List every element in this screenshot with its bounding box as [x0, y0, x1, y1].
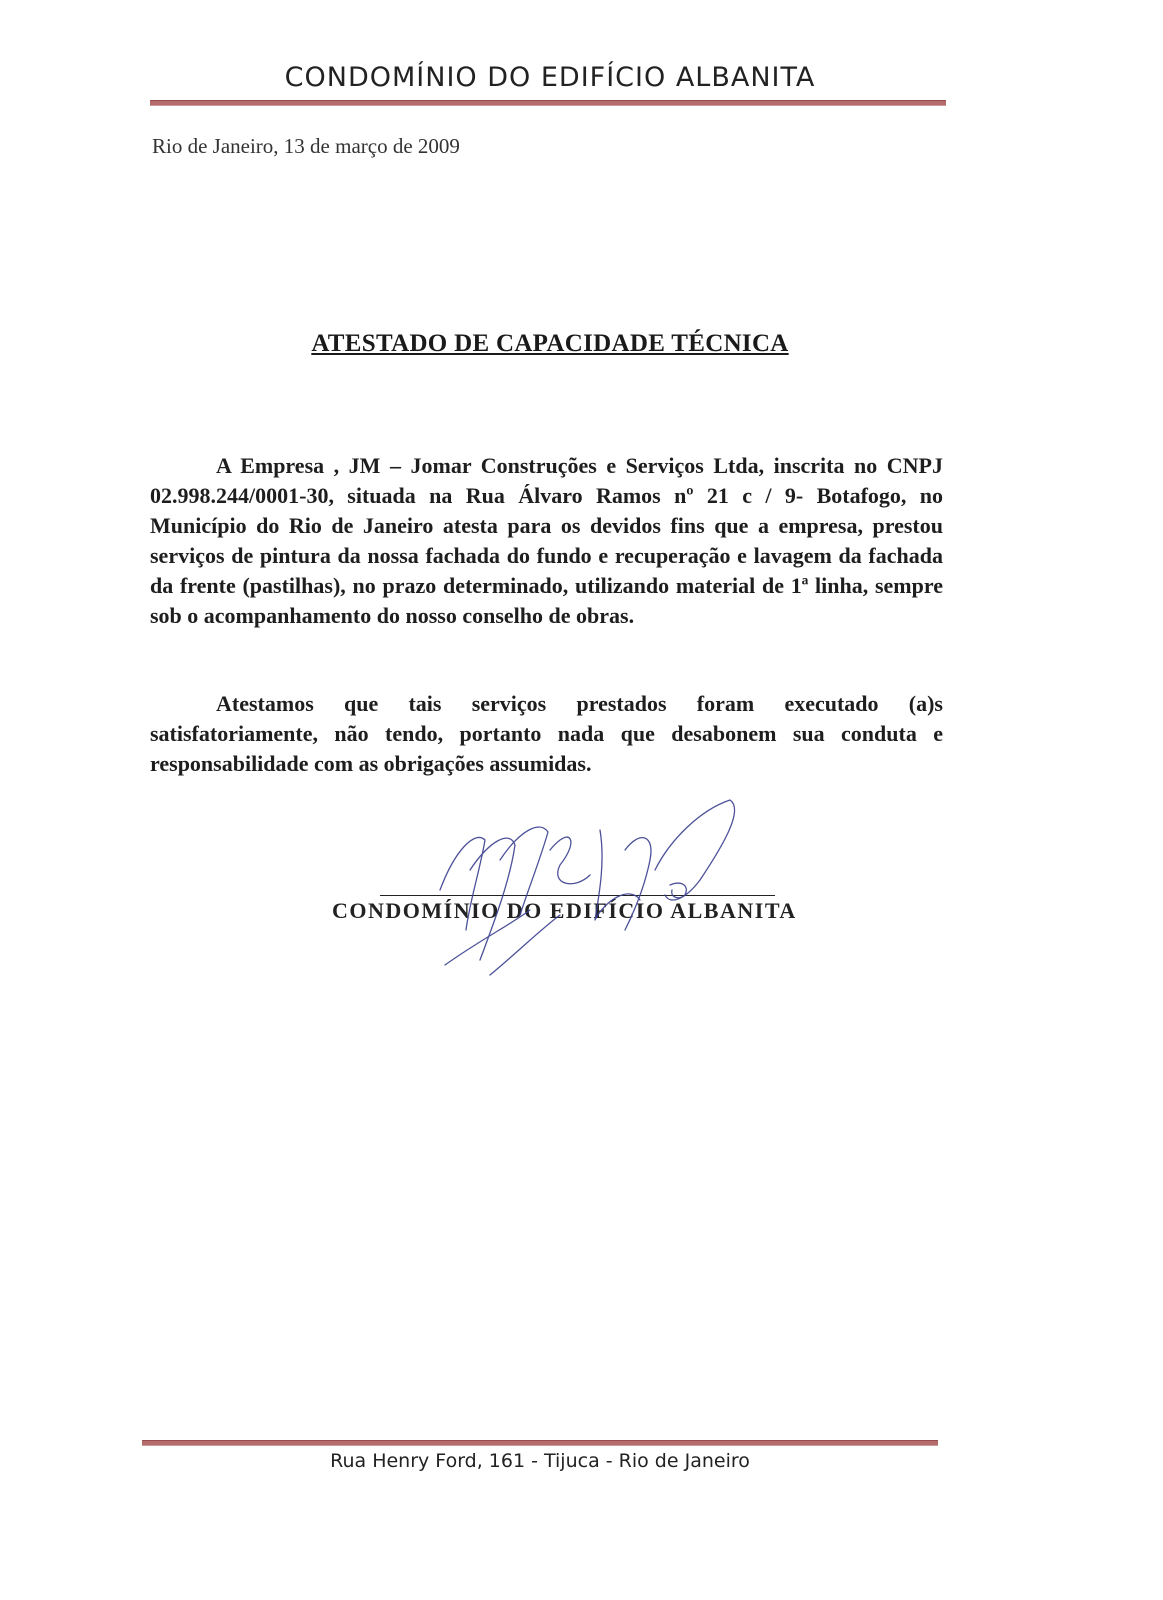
body-paragraph-2: Atestamos que tais serviços prestados foram executado (a)s satisfatoriamente, não tendo, portanto nada que desabonem sua conduta e responsabilidade com as obrigações assumidas. — [150, 691, 943, 776]
body-paragraph-1: A Empresa , JM – Jomar Construções e Serviços Ltda, inscrita no CNPJ 02.998.244/0001-30, situada na Rua Álvaro Ramos nº 21 c / 9- Botafogo, no Município do Rio de Janeiro atesta para os devidos fins que a empresa, prestou serviços de pintura da nossa fachada do fundo e recuperação e lavagem da fachada da frente (pastilhas), no prazo determinado, utilizando material de 1ª linha, sempre sob o acompanhamento do nosso conselho de obras. — [150, 453, 943, 628]
date-line: Rio de Janeiro, 13 de março de 2009 — [152, 134, 460, 158]
footer-address: Rua Henry Ford, 161 - Tijuca - Rio de Janeiro — [330, 1450, 750, 1472]
letterhead-title: CONDOMÍNIO DO EDIFÍCIO ALBANITA — [284, 62, 816, 93]
document-title: ATESTADO DE CAPACIDADE TÉCNICA — [311, 330, 789, 357]
handwritten-signature — [400, 790, 780, 990]
signatory-name: CONDOMÍNIO DO EDIFÍCIO ALBANITA — [332, 898, 797, 923]
footer-rule — [142, 1440, 938, 1446]
header-rule — [150, 100, 946, 106]
